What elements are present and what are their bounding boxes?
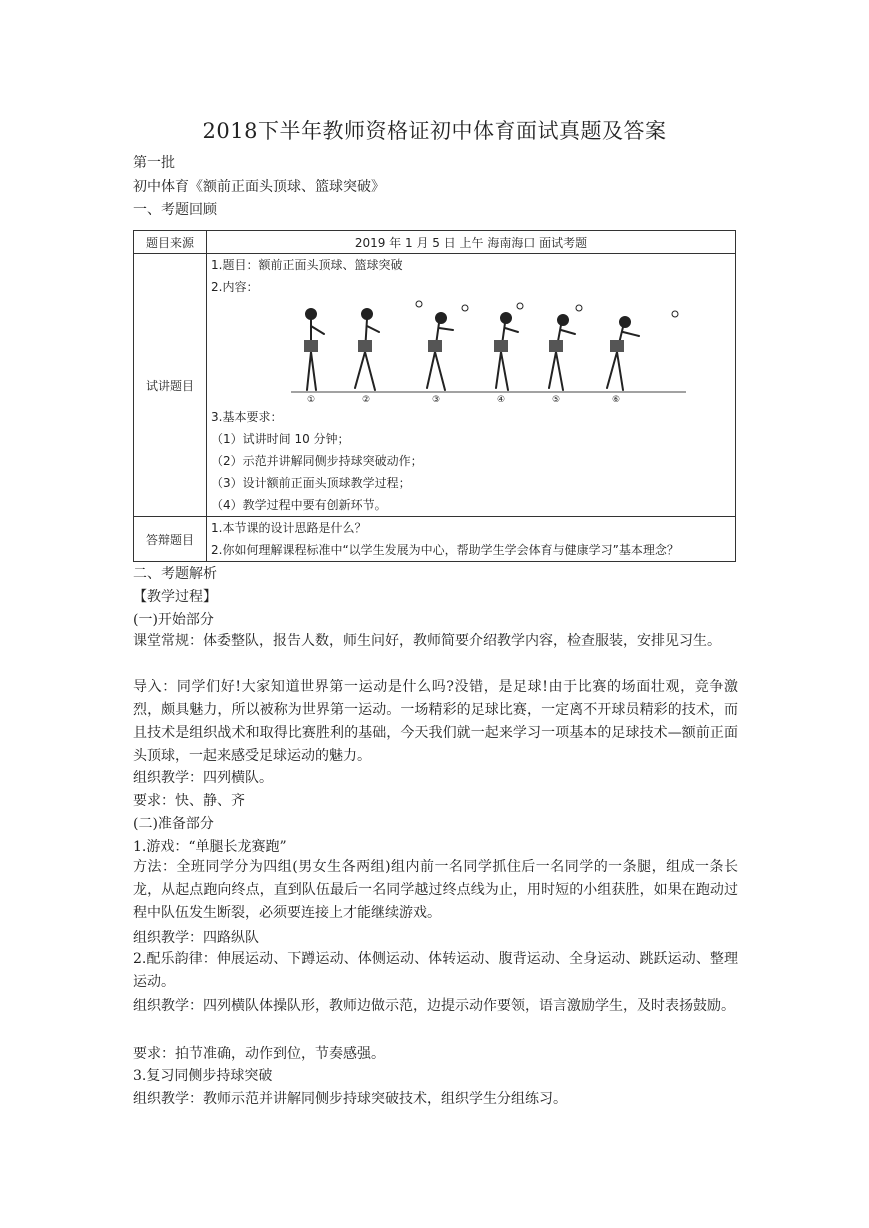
org-4: 组织教学：教师示范并讲解同侧步持球突破技术，组织学生分组练习。 [133,1091,567,1107]
subject-label: 初中体育《额前正面头顶球、篮球突破》 [133,179,385,195]
req-2: 要求：拍节准确，动作到位，节奏感强。 [133,1046,385,1062]
defense-question: 2.你如何理解课程标准中“以学生发展为中心，帮助学生学会体育与健康学习”基本理念？ [211,543,679,557]
exam-table [133,230,736,562]
figure-label-1: ① [306,395,316,405]
figure-label-6: ⑥ [611,395,621,405]
figure-label-3: ③ [431,395,441,405]
org3-paragraph: 组织教学：四列横队体操队形，教师边做示范，边提示动作要领，语言激励学生，及时表扬鼓励。 [133,998,735,1014]
requirement-item: （4）教学过程中要有创新环节。 [211,498,387,512]
part1-heading: (一)开始部分 [133,612,214,628]
method-paragraph: 方法：全班同学分为四组(男女生各两组)组内前一名同学抓住后一名同学的一条腿，组成一条长龙，从起点跑向终点，直到队伍最后一名同学越过终点线为止，用时短的小组获胜，如果在跑动过程中队伍发生断裂，必须要连接上才能继续游戏。 [133,859,738,921]
requirement-item: （1）试讲时间 10 分钟； [211,432,350,446]
org-1: 组织教学：四列横队。 [133,770,273,786]
requirement-item: （2）示范并讲解同侧步持球突破动作； [211,454,423,468]
part2-heading: (二)准备部分 [133,816,214,832]
requirement-item: （3）设计额前正面头顶球教学过程； [211,476,411,490]
defense-label: 答辩题目 [134,517,207,562]
batch-label: 第一批 [133,155,175,171]
process-heading: 【教学过程】 [133,589,217,605]
game-heading: 1.游戏：“单腿长龙赛跑” [133,839,287,855]
figure-label-4: ④ [496,395,506,405]
figure-label-5: ⑤ [551,395,561,405]
org-2: 组织教学：四路纵队 [133,930,259,946]
source-value: 2019 年 1 月 5 日 上午 海南海口 面试考题 [207,231,736,254]
heading-figure [211,298,731,406]
lecture-label: 试讲题目 [134,254,207,517]
page-title: 2018下半年教师资格证初中体育面试真题及答案 [202,119,667,143]
defense-content [207,517,736,562]
lecture-content [207,254,736,517]
routine-paragraph: 课堂常规：体委整队，报告人数，师生问好，教师简要介绍教学内容，检查服装，安排见习生。 [133,633,721,649]
intro-paragraph: 导入：同学们好!大家知道世界第一运动是什么吗?没错，是足球!由于比赛的场面壮观，竞争激烈，颇具魅力，所以被称为世界第一运动。一场精彩的足球比赛，一定离不开球员精彩的技术，而且技术是组织战术和取得比赛胜利的基础，今天我们就一起来学习一项基本的足球技术—额前正面头顶球，一起来感受足球运动的魅力。 [133,679,738,764]
review-heading: 3.复习同侧步持球突破 [133,1068,273,1084]
player-sequence-illustration [291,300,691,406]
section-heading-analysis: 二、考题解析 [133,566,217,582]
requirements-label: 3.基本要求： [211,410,283,424]
content-label: 2.内容： [211,280,259,294]
figure-label-2: ② [361,395,371,405]
source-label: 题目来源 [134,231,207,254]
defense-question: 1.本节课的设计思路是什么？ [211,521,367,535]
music-paragraph: 2.配乐韵律：伸展运动、下蹲运动、体侧运动、体转运动、腹背运动、全身运动、跳跃运动、整理运动。 [133,951,738,990]
topic-text: 1.题目：额前正面头顶球、篮球突破 [211,258,403,272]
section-heading-review: 一、考题回顾 [133,202,217,218]
req-1: 要求：快、静、齐 [133,793,245,809]
